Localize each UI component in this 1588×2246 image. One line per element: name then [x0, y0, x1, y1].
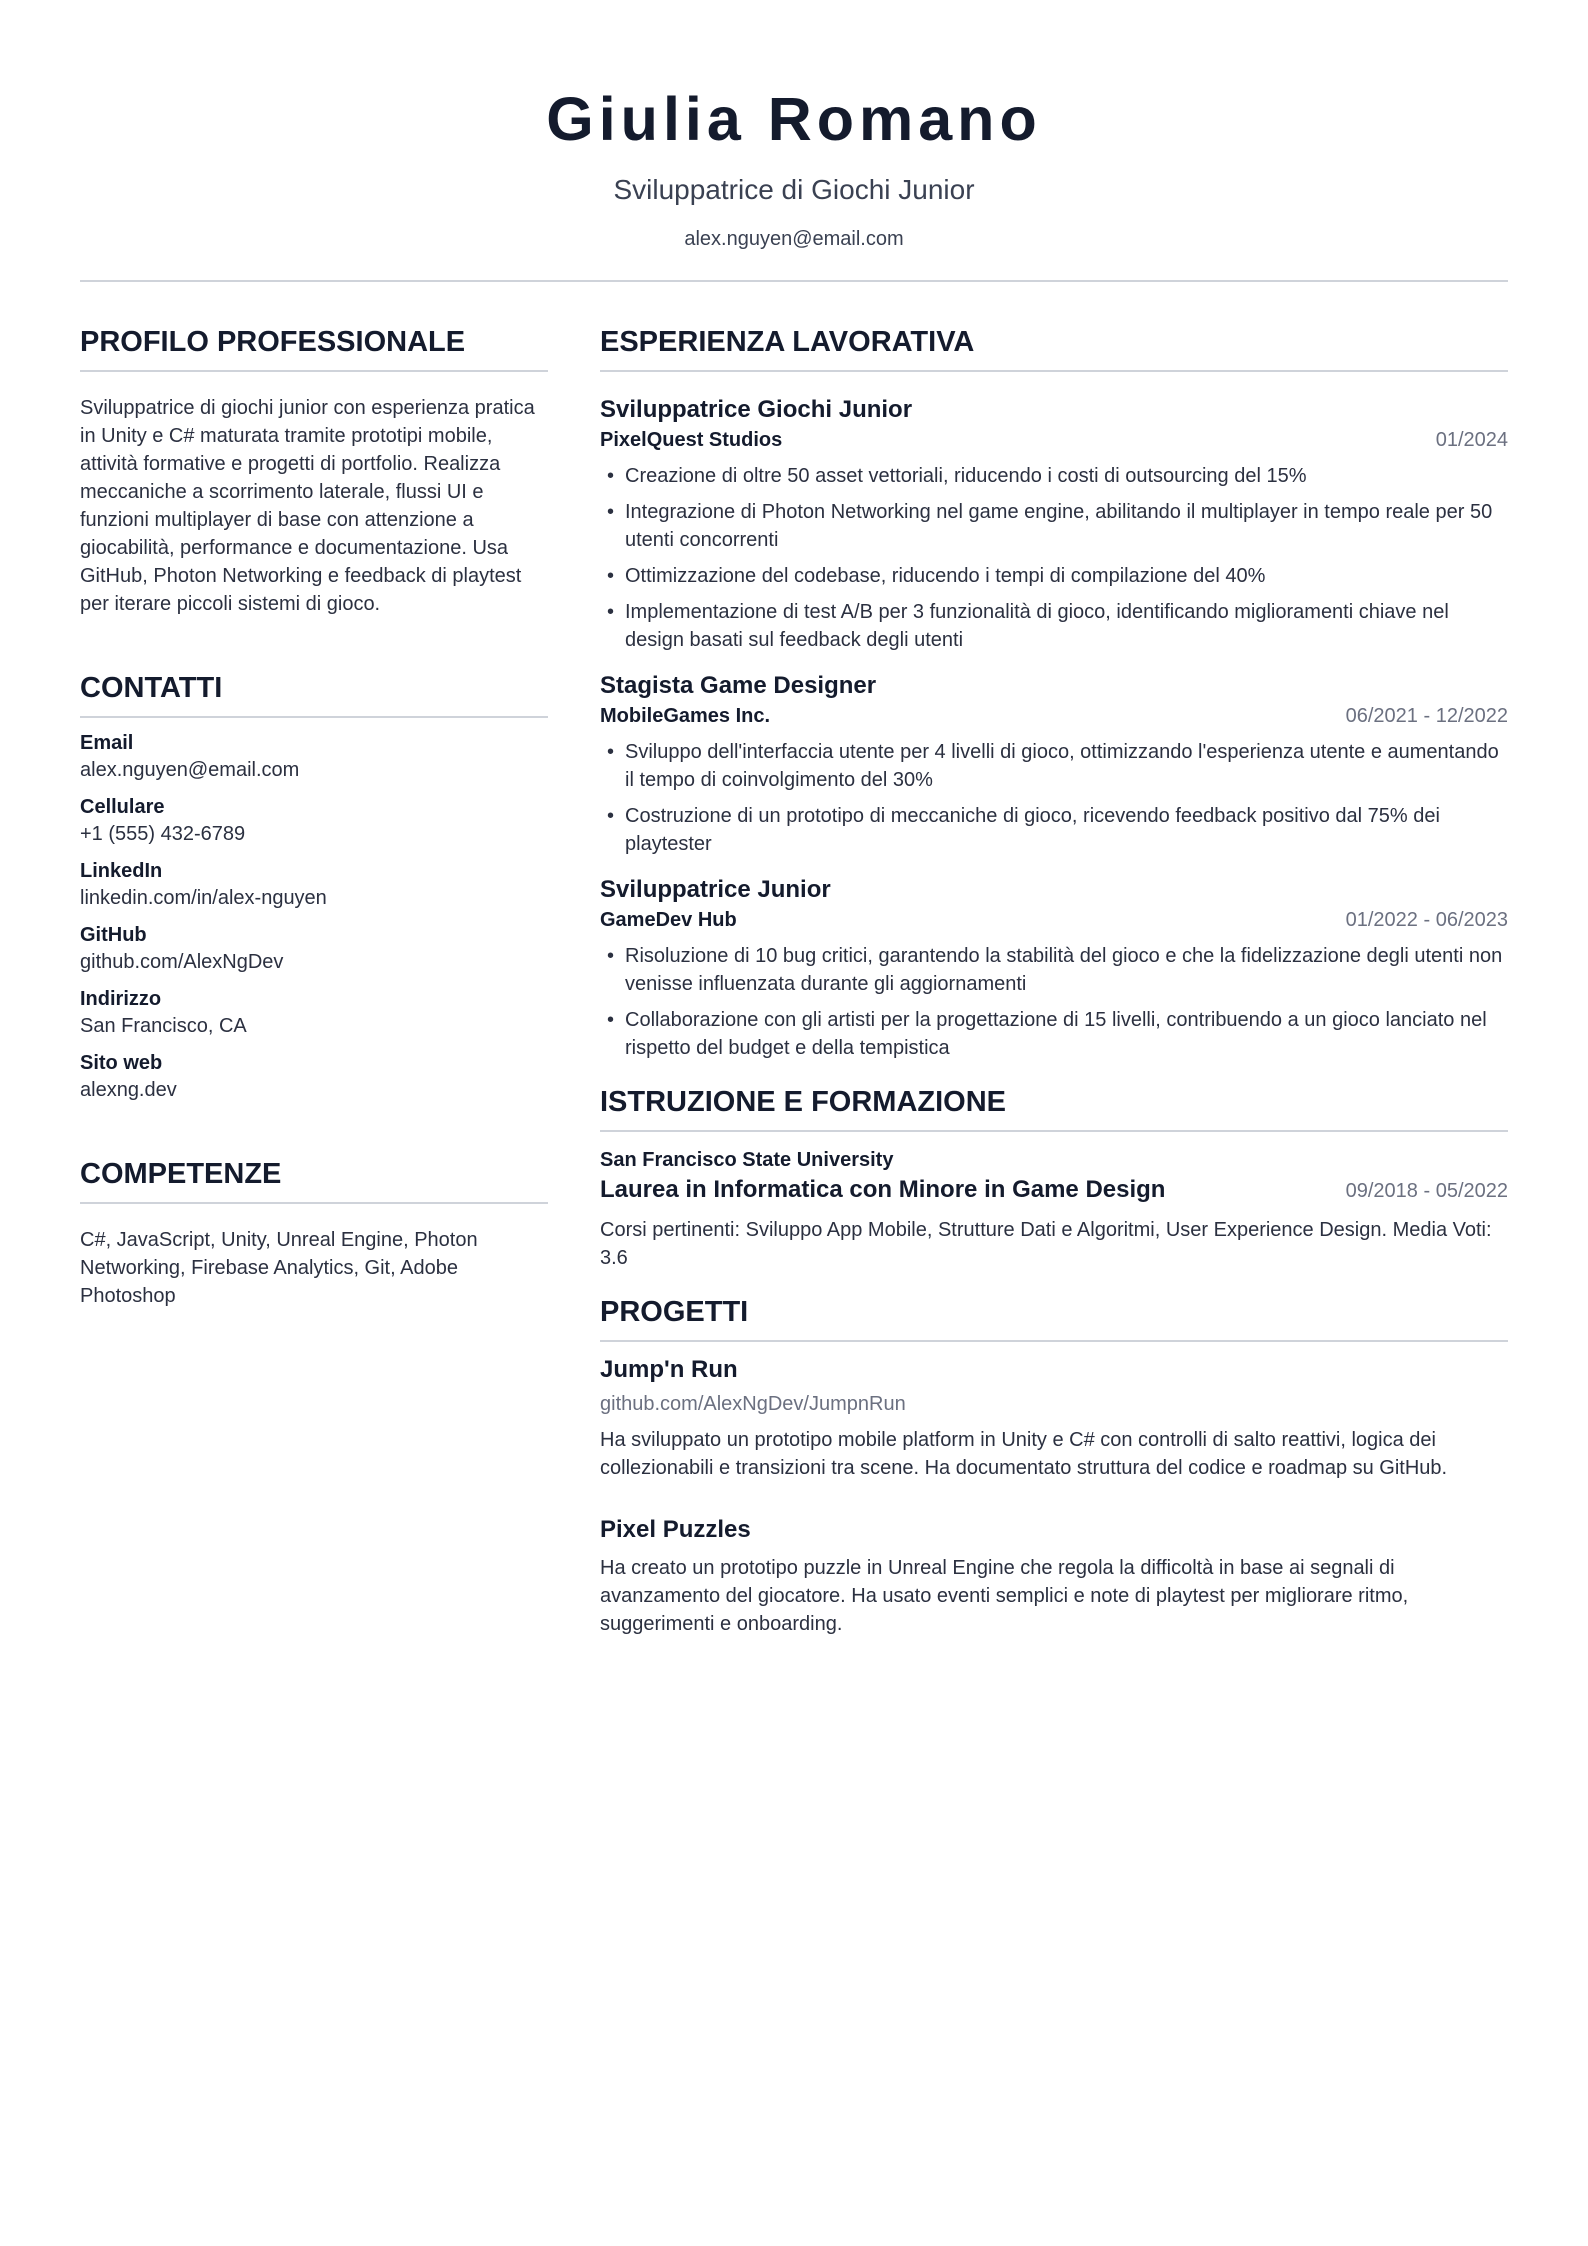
degree-title: Laurea in Informatica con Minore in Game Design [600, 1176, 1166, 1203]
job-entry [600, 874, 1508, 1062]
bullet-item: • Ottimizzazione del codebase, riducendo i tempi di compilazione del 40% [600, 562, 1508, 590]
section-divider [600, 1340, 1508, 1342]
company-name: PixelQuest Studios [600, 429, 783, 451]
company-name: GameDev Hub [600, 909, 737, 931]
school-name: San Francisco State University [600, 1149, 894, 1171]
profile-text: Sviluppatrice di giochi junior con esperienza pratica in Unity e C# maturata tramite prototipi mobile, attività formative e progetti di portfolio. Realizza meccaniche a scorrimento laterale, flussi UI e funzioni multiplayer di base con attenzione a giocabilità, performance e documentazione. Usa GitHub, Photon Networking e feedback di playtest per iterare piccoli sistemi di gioco. [80, 397, 535, 615]
education-heading: ISTRUZIONE E FORMAZIONE [600, 1086, 1006, 1118]
job-title-subtitle: Sviluppatrice di Giochi Junior [613, 174, 975, 205]
projects-section [600, 1294, 1508, 1638]
education-description: Corsi pertinenti: Sviluppo App Mobile, Strutture Dati e Algoritmi, User Experience Design. Media Voti: 3.6 [600, 1219, 1492, 1269]
left-column [80, 324, 548, 1660]
job-meta-row [600, 702, 1508, 730]
contact-address-value: San Francisco, CA [80, 1015, 247, 1037]
bullet-item: • Sviluppo dell'interfaccia utente per 4 livelli di gioco, ottimizzando l'esperienza utente e aumentando il tempo di coinvolgimento del 30% [600, 738, 1508, 794]
contact-linkedin-value[interactable]: linkedin.com/in/alex-nguyen [80, 887, 327, 909]
contact-label: LinkedIn [80, 860, 163, 882]
job-date: 06/2021 - 12/2022 [1345, 705, 1508, 727]
profile-heading: PROFILO PROFESSIONALE [80, 326, 466, 358]
contact-item-email [80, 730, 548, 784]
section-divider [600, 1130, 1508, 1132]
contact-phone-value[interactable]: +1 (555) 432-6789 [80, 823, 246, 845]
job-date: 01/2024 [1435, 429, 1508, 451]
contacts-section [80, 670, 548, 1104]
job-title: Sviluppatrice Junior [600, 876, 831, 903]
contacts-heading: CONTATTI [80, 672, 223, 704]
project-description: Ha creato un prototipo puzzle in Unreal Engine che regola la difficoltà in base ai segnali di avanzamento del giocatore. Ha usato eventi semplici e note di playtest per migliorare ritmo, suggerimenti e onboarding. [600, 1557, 1409, 1635]
job-title: Stagista Game Designer [600, 672, 877, 699]
job-bullets [600, 738, 1508, 858]
experience-section [600, 324, 1508, 1062]
section-divider [80, 1202, 548, 1204]
contact-item-address [80, 986, 548, 1040]
bullet-item: • Collaborazione con gli artisti per la progettazione di 15 livelli, contribuendo a un gioco lanciato nel rispetto del budget e della tempistica [600, 1006, 1508, 1062]
contact-label: Sito web [80, 1052, 163, 1074]
contact-label: Cellulare [80, 796, 165, 818]
experience-heading: ESPERIENZA LAVORATIVA [600, 326, 975, 358]
bullet-item: • Integrazione di Photon Networking nel game engine, abilitando il multiplayer in tempo reale per 50 utenti concorrenti [600, 498, 1508, 554]
contact-label: Email [80, 732, 134, 754]
job-bullets [600, 942, 1508, 1062]
contact-label: Indirizzo [80, 988, 162, 1010]
contact-website-value[interactable]: alexng.dev [80, 1079, 177, 1101]
education-section [600, 1084, 1508, 1272]
education-date: 09/2018 - 05/2022 [1345, 1180, 1508, 1202]
contact-label: GitHub [80, 924, 147, 946]
contact-item-website [80, 1050, 548, 1104]
company-name: MobileGames Inc. [600, 705, 771, 727]
section-divider [80, 370, 548, 372]
contact-list [80, 730, 548, 1104]
skills-heading: COMPETENZE [80, 1158, 282, 1190]
right-column [600, 324, 1508, 1660]
job-meta-row [600, 906, 1508, 934]
project-entry [600, 1514, 1508, 1638]
job-entry [600, 394, 1508, 654]
job-meta-row [600, 426, 1508, 454]
header-divider [80, 280, 1508, 282]
project-title: Jump'n Run [600, 1356, 738, 1383]
candidate-name: Giulia Romano [546, 85, 1042, 153]
degree-row [600, 1174, 1508, 1206]
project-description: Ha sviluppato un prototipo mobile platform in Unity e C# con controlli di salto reattivi, logica dei collezionabili e transizioni tra scene. Ha documentato struttura del codice e roadmap su GitHub. [600, 1429, 1448, 1479]
project-entry [600, 1354, 1508, 1482]
skills-section [80, 1156, 548, 1310]
job-title: Sviluppatrice Giochi Junior [600, 396, 913, 423]
skills-text: C#, JavaScript, Unity, Unreal Engine, Photon Networking, Firebase Analytics, Git, Adobe Photoshop [80, 1229, 478, 1307]
header-email[interactable]: alex.nguyen@email.com [684, 228, 904, 250]
section-divider [80, 716, 548, 718]
profile-section [80, 324, 548, 618]
section-divider [600, 370, 1508, 372]
education-entry [600, 1146, 1508, 1272]
resume-columns [80, 324, 1508, 1660]
contact-item-linkedin [80, 858, 548, 912]
projects-heading: PROGETTI [600, 1296, 749, 1328]
bullet-item: • Costruzione di un prototipo di meccaniche di gioco, ricevendo feedback positivo dal 75% dei playtester [600, 802, 1508, 858]
resume-header [80, 0, 1508, 282]
job-entry [600, 670, 1508, 858]
contact-email-value[interactable]: alex.nguyen@email.com [80, 759, 300, 781]
contact-item-github [80, 922, 548, 976]
job-bullets [600, 462, 1508, 654]
project-title: Pixel Puzzles [600, 1516, 751, 1543]
job-date: 01/2022 - 06/2023 [1345, 909, 1508, 931]
contact-github-value[interactable]: github.com/AlexNgDev [80, 951, 284, 973]
contact-item-phone [80, 794, 548, 848]
bullet-item: • Creazione di oltre 50 asset vettoriali, riducendo i costi di outsourcing del 15% [600, 462, 1508, 490]
bullet-item: • Risoluzione di 10 bug critici, garantendo la stabilità del gioco e che la fidelizzazione degli utenti non venisse influenzata durante gli aggiornamenti [600, 942, 1508, 998]
project-link[interactable]: github.com/AlexNgDev/JumpnRun [600, 1393, 906, 1415]
bullet-item: • Implementazione di test A/B per 3 funzionalità di gioco, identificando miglioramenti chiave nel design basati sul feedback degli utenti [600, 598, 1508, 654]
